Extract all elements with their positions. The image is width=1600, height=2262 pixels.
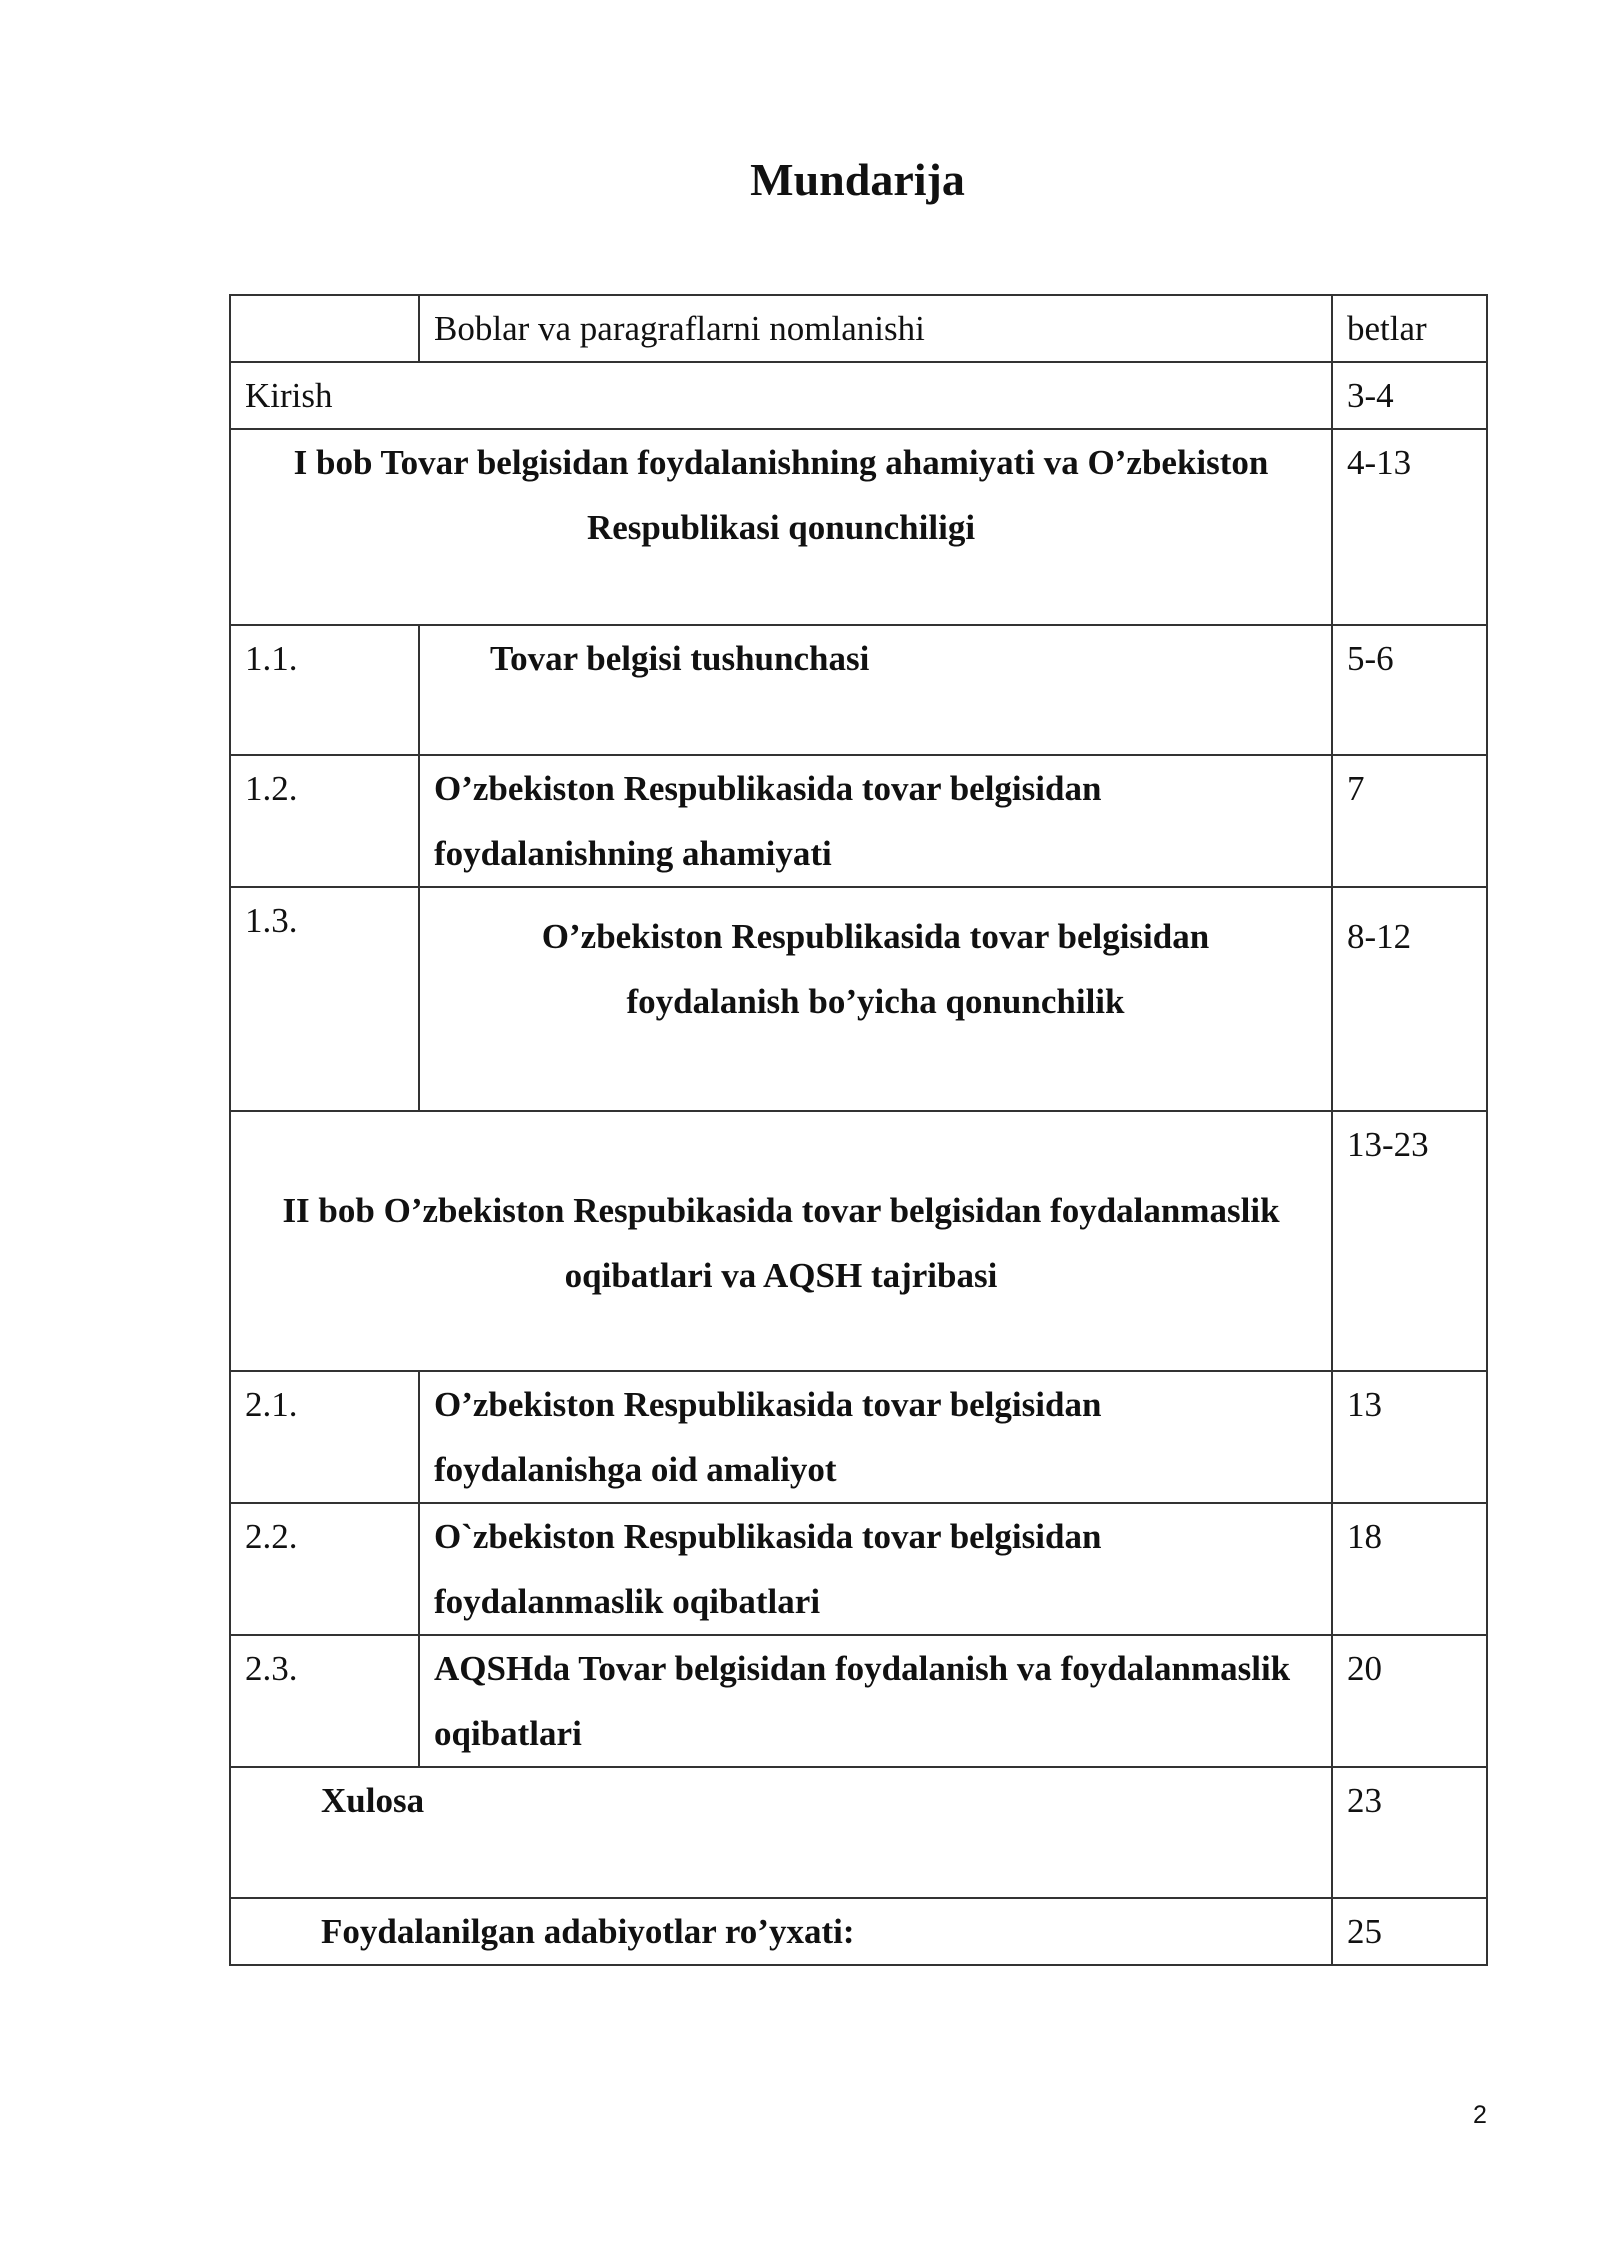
toc-1-3-pages	[1332, 887, 1487, 1111]
toc-2-2-num: 2.2.	[230, 1503, 419, 1635]
toc-2-2-pages: 18	[1332, 1503, 1487, 1635]
toc-row-xulosa	[230, 1767, 1487, 1898]
toc-adabiyotlar-title: Foydalanilgan adabiyotlar ro’yxati:	[230, 1898, 1332, 1965]
toc-row-chapter-1	[230, 429, 1487, 625]
toc-row-2-3	[230, 1635, 1487, 1767]
toc-header-row	[230, 295, 1487, 362]
toc-1-2-pages: 7	[1332, 755, 1487, 887]
toc-1-1-num: 1.1.	[230, 625, 419, 755]
page-title: Mundarija	[750, 154, 965, 205]
toc-header-pages: betlar	[1332, 295, 1487, 362]
toc-2-2-title: O`zbekiston Respublikasida tovar belgisidan foydalanmaslik oqibatlari	[419, 1503, 1332, 1635]
toc-1-2-title: O’zbekiston Respublikasida tovar belgisidan foydalanishning ahamiyati	[419, 755, 1332, 887]
toc-row-chapter-2	[230, 1111, 1487, 1371]
page-number: 2	[1473, 2101, 1487, 2129]
toc-header-title: Boblar va paragraflarni nomlanishi	[419, 295, 1332, 362]
toc-adabiyotlar-pages: 25	[1332, 1898, 1487, 1965]
toc-1-1-pages: 5-6	[1332, 625, 1487, 755]
toc-row-2-1	[230, 1371, 1487, 1503]
toc-chapter-2-title-text: II bob O’zbekiston Respubikasida tovar belgisidan foydalanmaslik oqibatlari va AQSH tajribasi	[282, 1191, 1280, 1295]
toc-chapter-1-pages: 4-13	[1332, 429, 1487, 625]
table-of-contents	[229, 294, 1488, 1966]
toc-chapter-2-pages: 13-23	[1332, 1111, 1487, 1371]
toc-row-2-2	[230, 1503, 1487, 1635]
toc-row-adabiyotlar	[230, 1898, 1487, 1965]
toc-row-1-3	[230, 887, 1487, 1111]
toc-2-3-pages: 20	[1332, 1635, 1487, 1767]
toc-xulosa-pages: 23	[1332, 1767, 1487, 1898]
toc-2-3-num: 2.3.	[230, 1635, 419, 1767]
toc-2-3-title: AQSHda Tovar belgisidan foydalanish va foydalanmaslik oqibatlari	[419, 1635, 1332, 1767]
toc-header-num	[230, 295, 419, 362]
toc-2-1-pages: 13	[1332, 1371, 1487, 1503]
toc-1-3-title: O’zbekiston Respublikasida tovar belgisidan foydalanish bo’yicha qonunchilik	[419, 887, 1332, 1111]
toc-chapter-2-title	[230, 1111, 1332, 1371]
toc-2-1-title: O’zbekiston Respublikasida tovar belgisidan foydalanishga oid amaliyot	[419, 1371, 1332, 1503]
toc-xulosa-title: Xulosa	[230, 1767, 1332, 1898]
toc-kirish-title: Kirish	[230, 362, 1332, 429]
toc-kirish-pages: 3-4	[1332, 362, 1487, 429]
toc-2-1-num: 2.1.	[230, 1371, 419, 1503]
toc-1-2-num: 1.2.	[230, 755, 419, 887]
toc-1-1-title: Tovar belgisi tushunchasi	[419, 625, 1332, 755]
toc-1-3-num: 1.3.	[230, 887, 419, 1111]
toc-row-1-1	[230, 625, 1487, 755]
toc-row-1-2	[230, 755, 1487, 887]
toc-row-kirish	[230, 362, 1487, 429]
toc-chapter-1-title: I bob Tovar belgisidan foydalanishning ahamiyati va O’zbekiston Respublikasi qonunchiligi	[230, 429, 1332, 625]
toc-1-3-pages-value: 8-12	[1347, 917, 1412, 956]
